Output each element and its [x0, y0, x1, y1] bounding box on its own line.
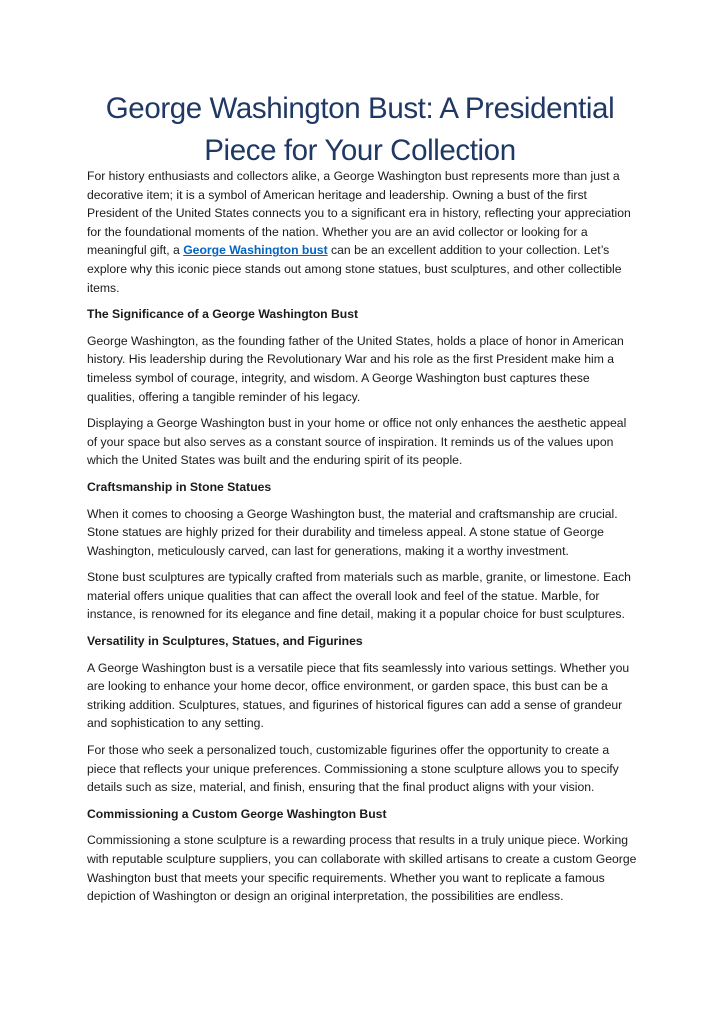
section-heading-craftsmanship: Craftsmanship in Stone Statues: [87, 479, 272, 494]
section-paragraph: When it comes to choosing a George Washington bust, the material and craftsmanship are crucial. Stone statues are highly prized for their durability and timeless appeal. A stone statue of George Washington, meticulously carved, can last for generations, making it a worthy investment.: [87, 506, 618, 558]
page-title: [80, 88, 640, 172]
section-paragraph: For those who seek a personalized touch, customizable figurines offer the opportunity to create a piece that reflects your unique preferences. Commissioning a stone sculpture allows you to specify details such as size, material, and finish, ensuring that the final product aligns with your vision.: [87, 743, 619, 795]
section-heading-versatility: Versatility in Sculptures, Statues, and Figurines: [87, 634, 363, 649]
george-washington-bust-link[interactable]: George Washington bust: [183, 243, 328, 258]
section-paragraph: Commissioning a stone sculpture is a rewarding process that results in a truly unique piece. Working with reputable sculpture suppliers, you can collaborate with skilled artisans to create a custom George Washington bust that meets your specific requirements. Whether you want to replicate a famous depiction of Washington or design an original interpretation, the possibilities are endless.: [87, 833, 637, 904]
section-paragraph: George Washington, as the founding father of the United States, holds a place of honor in American history. His leadership during the Revolutionary War and his role as the first President make him a timeless symbol of courage, integrity, and wisdom. A George Washington bust captures these qualities, offering a tangible reminder of his legacy.: [87, 333, 624, 404]
section-paragraph: Stone bust sculptures are typically crafted from materials such as marble, granite, or limestone. Each material offers unique qualities that can affect the overall look and feel of the statue. Marble, for instance, is renowned for its elegance and fine detail, making it a popular choice for bust sculptures.: [87, 570, 631, 622]
section-paragraph: A George Washington bust is a versatile piece that fits seamlessly into various settings. Whether you are looking to enhance your home decor, office environment, or garden space, this bust can be a striking addition. Sculptures, statues, and figurines of historical figures can add a sense of grandeur and sophistication to any setting.: [87, 660, 630, 731]
section-heading-significance: The Significance of a George Washington Bust: [87, 307, 359, 322]
intro-text-end: can be an excellent addition to your collection. Let’s explore why this iconic piece stands out among stone statues, bust sculptures, and other collectible items.: [87, 243, 622, 295]
title-line-1: George Washington Bust: A Presidential: [105, 92, 615, 125]
section-paragraph: Displaying a George Washington bust in your home or office not only enhances the aesthetic appeal of your space but also serves as a constant source of inspiration. It reminds us of the values upon which the United States was built and the enduring spirit of its people.: [87, 416, 627, 468]
section-heading-commissioning: Commissioning a Custom George Washington Bust: [87, 806, 387, 821]
title-line-2: Piece for Your Collection: [204, 134, 516, 167]
intro-text-start: For history enthusiasts and collectors alike, a George Washington bust represents more than just a decorative item; it is a symbol of American heritage and leadership. Owning a bust of the first President of the United States connects you to a significant era in history, reflecting your appreciation for the foundational moments of the nation. Whether you are an avid collector or looking for a meaningful gift, a: [87, 169, 631, 258]
article-body: [87, 167, 639, 914]
intro-paragraph: [87, 167, 639, 297]
